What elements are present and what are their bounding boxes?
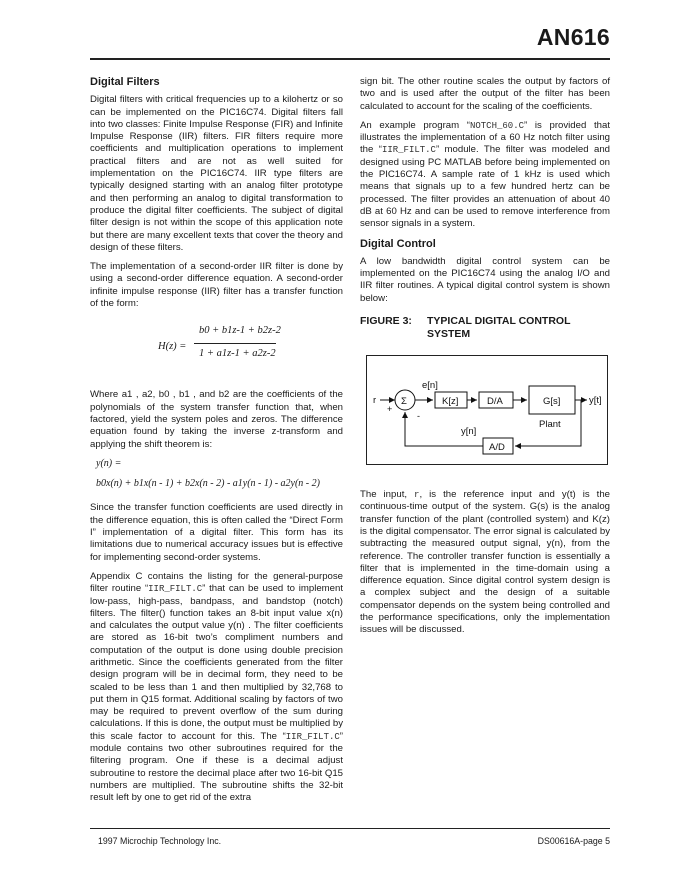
equation-lhs: H(z) = <box>158 341 187 353</box>
paragraph: A low bandwidth digital control system can be implemented on the PIC16C74 using the analog I/O and IIR filter routines. A typical digital control system is shown below: <box>360 255 610 304</box>
figure-label: FIGURE 3: <box>360 315 412 328</box>
label-yt: y[t] <box>589 395 602 407</box>
label-yn: y[n] <box>461 426 477 438</box>
code-filename: NOTCH_60.C <box>469 120 524 131</box>
difference-equation-line: y(n) = <box>96 457 122 469</box>
paragraph <box>360 489 610 637</box>
footer-copyright: 1997 Microchip Technology Inc. <box>98 836 222 846</box>
paragraph <box>360 120 610 231</box>
label-da: D/A <box>487 396 503 408</box>
text-run: Appendix C contains the listing for the general-purpose filter routine “ <box>90 570 343 595</box>
block-diagram-svg <box>367 356 607 464</box>
paragraph: sign bit. The other routine scales the output by factors of two and is used after the output of the filter has been calculated to account for the scaling of the coefficients. <box>360 76 610 112</box>
left-column <box>90 76 343 812</box>
control-system-diagram <box>366 355 608 465</box>
text-run: ” module contains two other subroutines required for the filtering program. One if these is a decimal adjust subroutine to restore the decimal place after two 16-bit Q15 numbers are multiplied. The subroutine shifts the 32-bit result left by one to get rid of the extra <box>90 730 343 804</box>
section-heading-digital-filters: Digital Filters <box>90 76 160 88</box>
text-run: , is the reference input and y(t) is the continuous-time output of the system. G(s) is the analog transfer function of the plant (controlled system) and K(z) is the digital compensator. The error signal is calculated by subtracting the measured output signal, y(n), from the reference. The controller transfer function is essentially a filter that is implemented in the time-domain using a difference equation. Since digital control system design is a complex subject and the design of a suitable compensator depends on the system being controlled and the performance specifications, only the implementation issues will be discussed. <box>360 489 610 636</box>
paragraph: Since the transfer function coefficients are used directly in the difference equation, this is often called the “Direct Form I” implementation of a digital filter. This form has its limitations due to numerical accuracy issues but is effective for implementing second-order systems. <box>90 502 343 563</box>
transfer-function-equation <box>90 317 343 381</box>
text-run: ” is provided that illustrates the implementation of a 60 Hz notch filter using the “ <box>360 119 610 156</box>
figure-caption: TYPICAL DIGITAL CONTROL SYSTEM <box>427 315 571 341</box>
figure-title <box>360 315 610 355</box>
code-filename: IIR_FILT.C <box>148 584 203 595</box>
code-filename: IIR_FILT.C <box>285 731 340 742</box>
equation-numerator: b0 + b1z-1 + b2z-2 <box>199 325 281 337</box>
difference-equation <box>90 458 343 491</box>
paragraph: The implementation of a second-order IIR filter is done by using a second-order difference equation. A second-order infinite impulse response (IIR) filter has a transfer function of the form: <box>90 261 343 310</box>
paragraph <box>90 571 343 805</box>
text-run: ” module. The filter was modeled and designed using PC MATLAB before being implemented on the PIC16C74. A sample rate of 1 kHz is used which means that signals up to a few hundred hertz can be processed. The filter provides an attenuation of about 40 dB at 60 Hz and can be used to remove interference from sensor signals in a system. <box>360 144 611 230</box>
label-r: r <box>373 395 377 407</box>
code-filename: IIR_FILT.C <box>381 145 436 156</box>
section-heading-digital-control: Digital Control <box>360 237 436 250</box>
equation-denominator: 1 + a1z-1 + a2z-2 <box>199 348 276 360</box>
fraction-bar <box>194 343 276 344</box>
label-gs: G[s] <box>543 396 561 408</box>
paragraph: Where a1 , a2, b0 , b1 , and b2 are the coefficients of the polynomials of the system transfer function that, when factored, yield the system poles and zeros. The difference equation found by taking the inverse z-transform and applying the shift theorem is: <box>90 389 343 450</box>
plus-sign: + <box>387 404 393 415</box>
sum-symbol: Σ <box>401 396 407 408</box>
label-ad: A/D <box>489 442 505 454</box>
label-plant: Plant <box>539 419 561 431</box>
difference-equation-line: b0x(n) + b1x(n - 1) + b2x(n - 2) - a1y(n - 1) - a2y(n - 2) <box>96 478 320 490</box>
right-column <box>360 76 610 644</box>
text-run: An example program “ <box>360 119 470 131</box>
label-kz: K[z] <box>442 396 459 408</box>
footer-page-number: DS00616A-page 5 <box>537 836 610 846</box>
text-run: ” that can be used to implement low-pass, high-pass, bandpass, and bandstop (notch) filters. The filter() function takes an 8-bit input value x(n) and calculates the output value y(n) . The filter coefficients are stored as 16-bit two’s compliment numbers and computation of the output is done using double precision arithmetic. Since the coefficients generated from the filter design program will be in decimal form, they need to be scaled to be less than 1 and then multiplied by 32,768 to put them in Q15 format. Additional scaling by factors of two may be required to prevent overflow of the sum during calculations. If this is done, the output must be multiplied by this scale factor to account for this. The “ <box>90 583 344 742</box>
page-header <box>90 24 610 60</box>
document-id: AN616 <box>536 24 610 50</box>
text-run: The input, <box>360 489 415 501</box>
label-en: e[n] <box>422 380 438 392</box>
code-symbol-r: r <box>414 490 420 501</box>
minus-sign: - <box>417 411 420 422</box>
header-rule <box>90 58 610 60</box>
paragraph: Digital filters with critical frequencies up to a kilohertz or so can be implemented on the PIC16C74. Digital filters fall into two classes: Finite Impulse Response (FIR) and Infinite Impulse Response (IIR) filters. FIR filters require more coefficients and multiplication operations to implement practical filters and are not as well suited for implementation on the PIC16C74. IIR type filters are typically designed starting with an analog filter prototype and then performing an analog to digital transformation to produce the digital filter coefficients. The subject of digital filter design is not within the scope of this application note but there are many excellent texts that cover the theory and design of these filters. <box>90 94 343 253</box>
footer-rule <box>90 828 610 829</box>
